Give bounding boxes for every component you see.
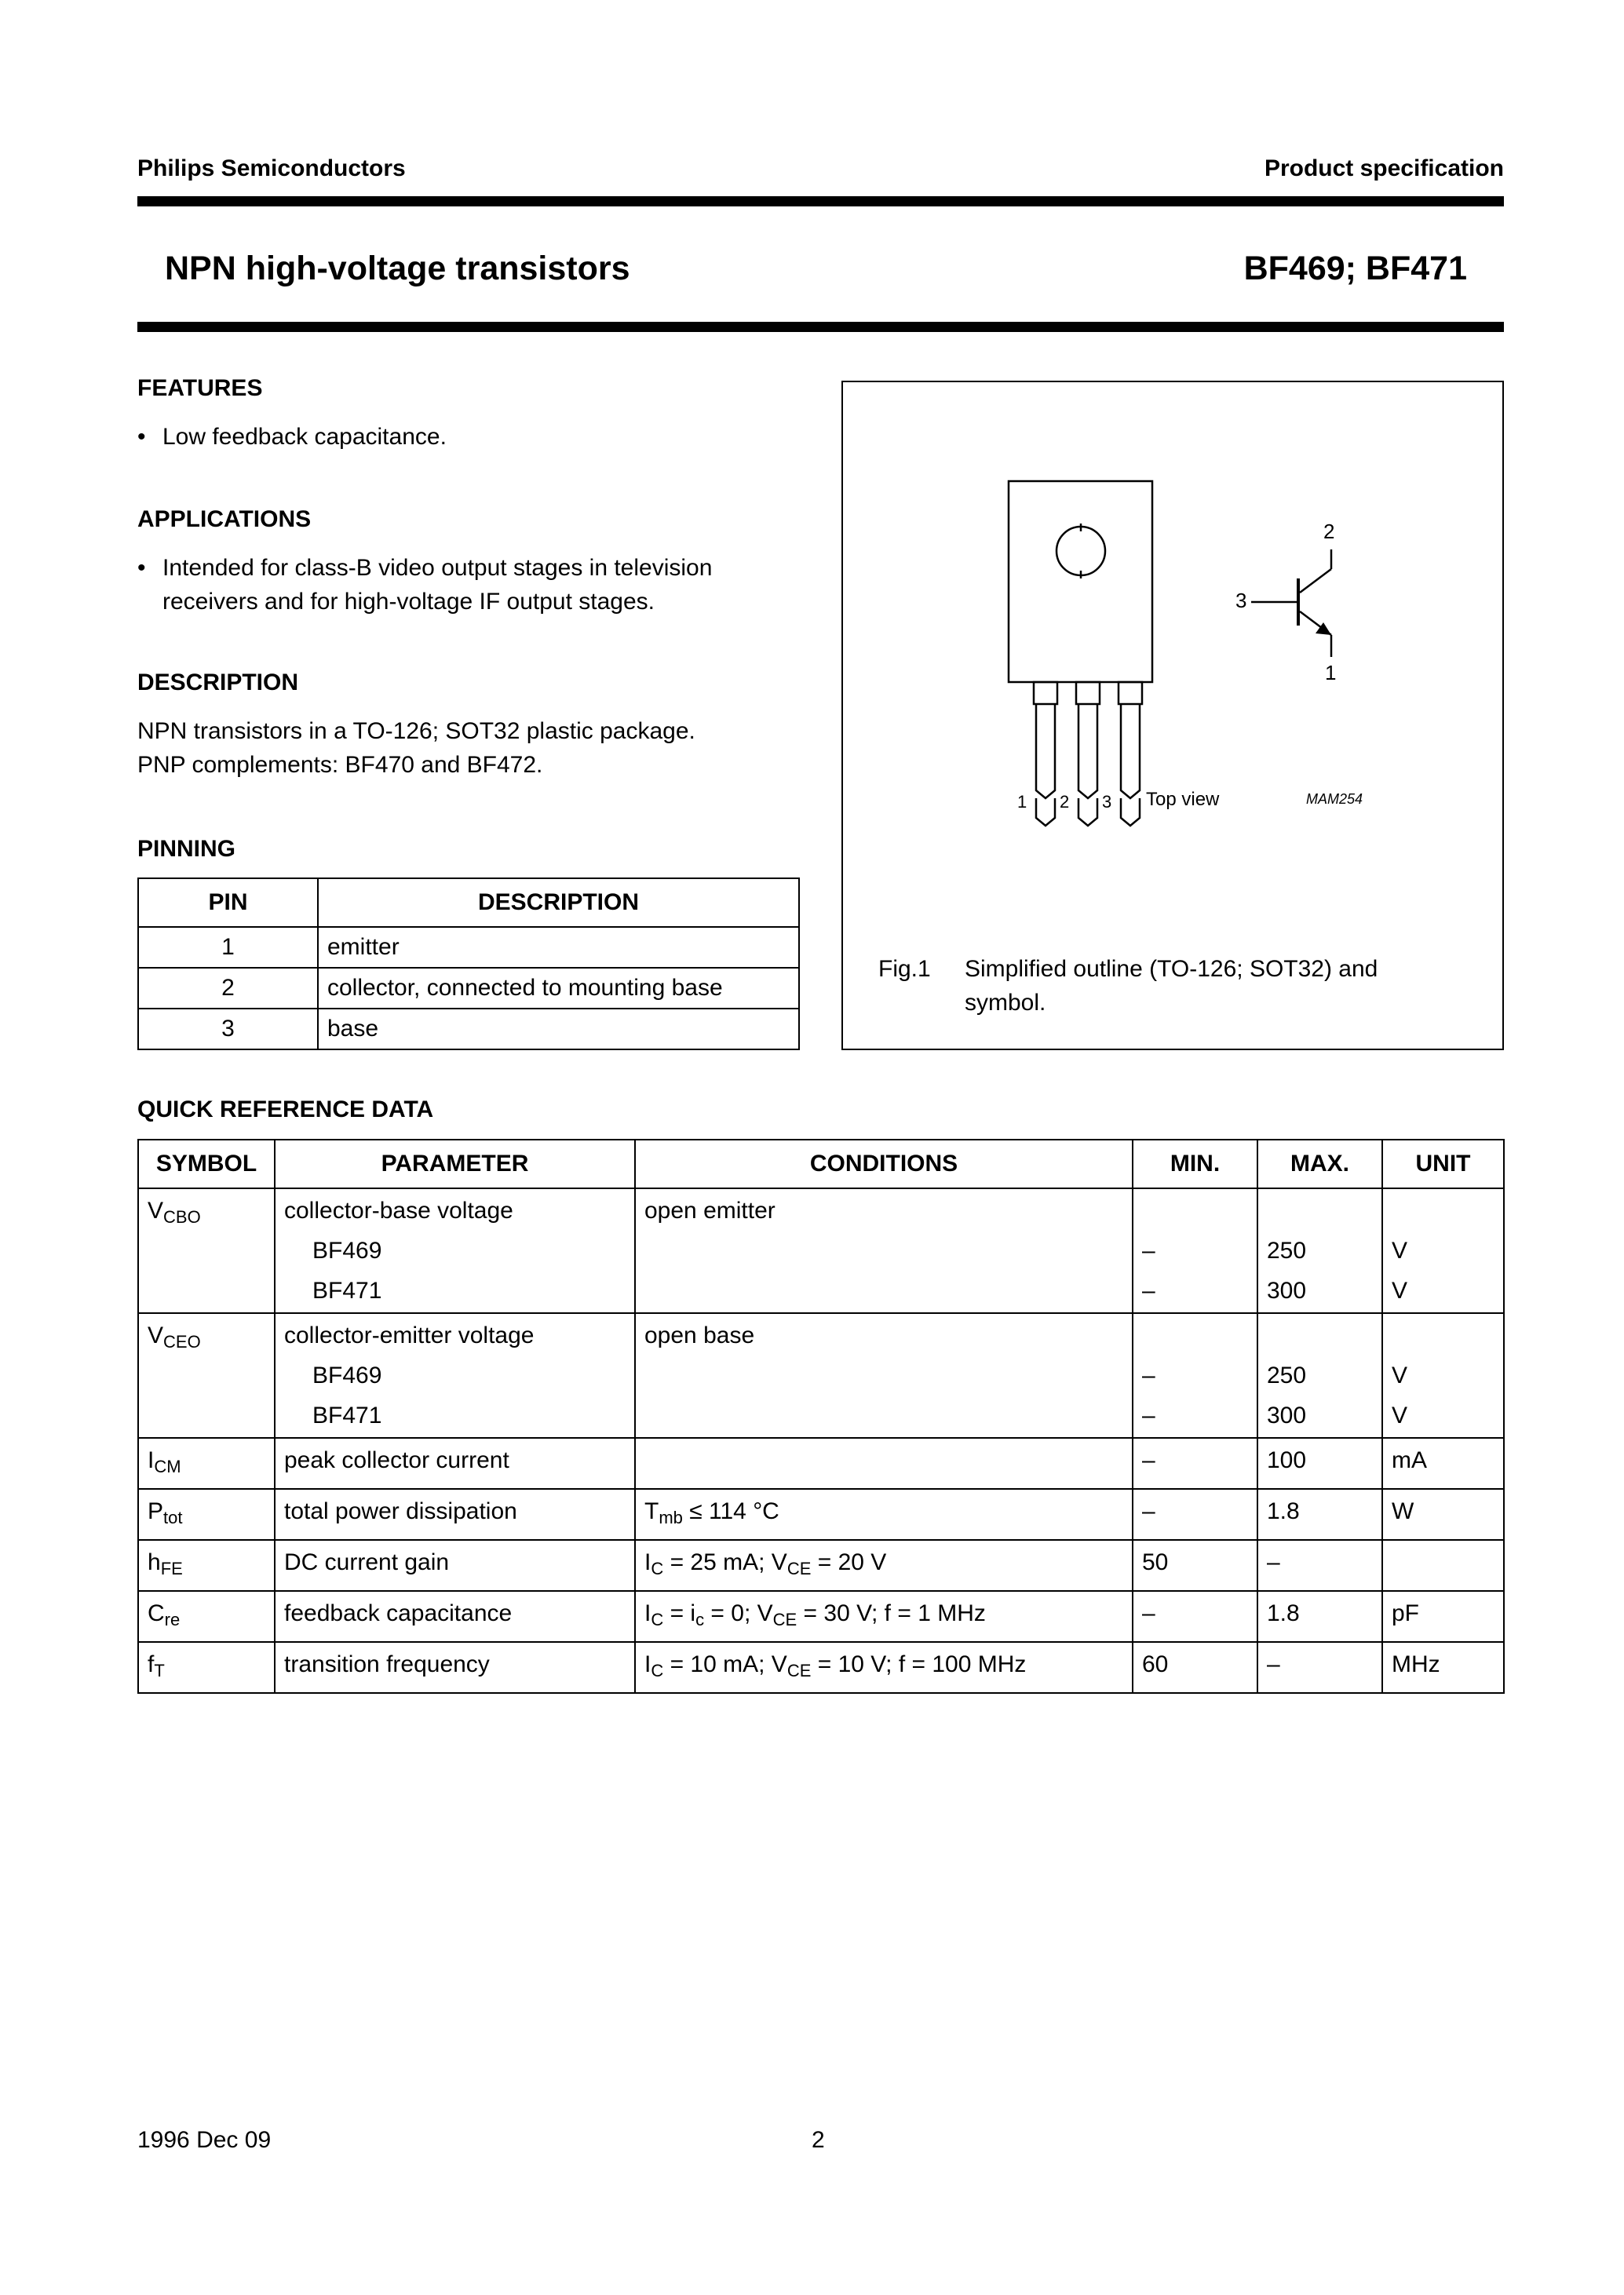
table-row: $f_T$ transition frequency $I_C = 10$ mA; $V_{CE} = 10$ V; f = 100 MHz 60 – MHz	[138, 1642, 1504, 1693]
table-row: 3 base	[138, 1009, 799, 1049]
pinning-heading: PINNING	[137, 836, 236, 862]
table-row: 1 emitter	[138, 927, 799, 968]
footer-date: 1996 Dec 09	[137, 2127, 272, 2153]
symbol-emitter-label: 1	[1325, 661, 1337, 684]
part-numbers: BF469; BF471	[1243, 250, 1467, 287]
table-row: $P_{tot}$ total power dissipation $T_{mb} \le 114$ °C – 1.8 W	[138, 1489, 1504, 1540]
pin2-label: 2	[1060, 792, 1070, 812]
applications-heading: APPLICATIONS	[137, 506, 312, 532]
symbol-base-label: 3	[1235, 589, 1247, 612]
table-row: $V_{CEO}$ collector-emitter voltage BF469 BF471 open base – – 250 300 V V	[138, 1313, 1504, 1438]
table-row: $V_{CBO}$ collector-base voltage BF469 BF471 open emitter – – 250 300 V V	[138, 1188, 1504, 1313]
applications-item-text: Intended for class-B video output stages in television receivers and for high-voltage IF output stages.	[162, 555, 713, 615]
pin3-label: 3	[1102, 792, 1112, 812]
page-title: NPN high-voltage transistors	[165, 250, 630, 287]
table-row: 2 collector, connected to mounting base	[138, 968, 799, 1009]
lead-2	[1076, 682, 1100, 826]
package-body	[1009, 481, 1152, 682]
figure-caption: Simplified outline (TO-126; SOT32) and symbol.	[965, 956, 1378, 1016]
table-row: $h_{FE}$ DC current gain $I_C = 25$ mA; $V_{CE} = 20$ V 50 –	[138, 1540, 1504, 1591]
figure-number: Fig.1	[878, 956, 931, 982]
mounting-hole	[1057, 527, 1105, 575]
pinning-table	[137, 878, 800, 1050]
quick-reference-table	[137, 1139, 1505, 1694]
col-parameter: PARAMETER	[275, 1140, 635, 1188]
col-max: MAX.	[1257, 1140, 1382, 1188]
desc-col-header: DESCRIPTION	[318, 878, 799, 927]
title-rule	[137, 322, 1504, 332]
company-name: Philips Semiconductors	[137, 155, 406, 181]
col-symbol: SYMBOL	[138, 1140, 275, 1188]
col-min: MIN.	[1133, 1140, 1257, 1188]
table-row: $I_{CM}$ peak collector current – 100 mA	[138, 1438, 1504, 1489]
features-heading: FEATURES	[137, 375, 263, 401]
lead-3	[1119, 682, 1142, 826]
pin1-label: 1	[1017, 792, 1027, 812]
table-row: $C_{re}$ feedback capacitance $I_C = i_c = 0$; $V_{CE} = 30$ V; f = 1 MHz – 1.8 pF	[138, 1591, 1504, 1642]
applications-item: • Intended for class-B video output stages in television receivers and for high-voltage IF output stages.	[137, 551, 812, 618]
features-item-text: Low feedback capacitance.	[162, 424, 447, 450]
doc-type: Product specification	[1264, 155, 1504, 181]
package-outline-drawing	[843, 382, 1502, 1049]
qrd-heading: QUICK REFERENCE DATA	[137, 1096, 434, 1122]
col-conditions: CONDITIONS	[635, 1140, 1133, 1188]
description-text: NPN transistors in a TO-126; SOT32 plastic package. PNP complements: BF470 and BF472.	[137, 718, 695, 778]
page-number: 2	[812, 2127, 825, 2153]
header-rule	[137, 196, 1504, 206]
npn-symbol	[1251, 549, 1331, 657]
symbol-collector-label: 2	[1323, 520, 1335, 543]
lead-1	[1034, 682, 1057, 826]
figure-box	[841, 381, 1504, 1050]
top-view-label: Top view	[1146, 789, 1220, 810]
figure-code: MAM254	[1306, 791, 1363, 807]
col-unit: UNIT	[1382, 1140, 1504, 1188]
description-heading: DESCRIPTION	[137, 670, 299, 695]
pin-col-header: PIN	[138, 878, 318, 927]
features-item: • Low feedback capacitance.	[137, 420, 789, 454]
